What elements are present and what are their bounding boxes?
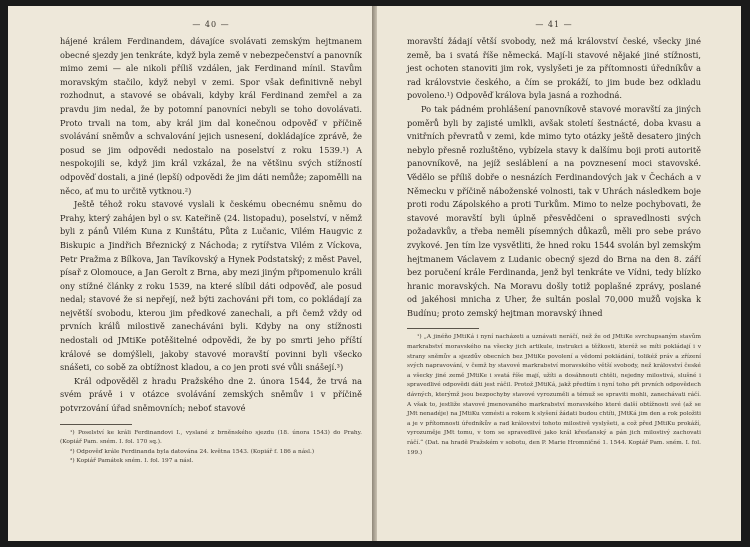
left-footnotes [60, 429, 362, 467]
right-paragraph-2: Po tak pádném prohlášení panovníkově stavové moravští za jiných poměrů byli by zajisté umlkli, avšak století šestnácté, doba kvasu a vnitřních převratů v zemi, kde mimo tyto otázky ještě desatero jiných nebylo přesně rozluštěno, vybízela stavy k dalšímu boji proti autoritě panovníkově, na jejíž sesláblení a na povznesení moci stavovské. Vědělo se příliš dobře o nesnázích Ferdinandových jak v Čechách a v Německu v příčině náboženské volnosti, tak v Uhrách následkem boje proti rodu Zápolského a proti Turkům. Mimo to nelze pochybovati, že stavové moravští byli úplně přesvědčeni o spravedlnosti svých požadavkův, a třeba neměli písemných důkazů, měli pro sebe právo zvykové. Jen tím lze vysvětliti, že hned roku 1544 svolán byl zemským hejtmanem Václavem z Ludanic obecný sjezd do Brna na den 8. září bez poručení krále Ferdinanda, jenž byl tenkráte ve Vídni, tedy blízko hranic moravských. Na Moravu došly totiž poplašné zprávy, poslané od jakéhosi mnicha z Uher, že sultán poslal 70,000 mužů vojska k Budínu; proto zemský hejtman moravský ihned [407, 103, 701, 318]
right-body-text [407, 35, 701, 320]
right-page [377, 6, 741, 541]
footnote-rule-left [60, 424, 132, 425]
right-footnote-1: ¹) „A jinéño JMtiKá i nyní nacházeti a uznávati neráčí, než že od JMtiKe svrchupsaným stavům markrabství moravského na všecky jich artikule, instrukci a těžkosti, kteréž se míti pokládají i v strany sněmův a sjezdův obecních bez JMtiKe povolení a vědomí pokládání, tolikéž práv a zřízení svých napravování, v čemž by stavové markrabství moravského větší svobody, než království české a všecky jiné země JMtiKe i svatá říše mají, užíti a dosáhnouti chtěli, nejedny milostivá, slušné i spravedlivé odpovědi dáti jest ráčil. Protož JMtiKá, jakž předtím i nyní toho při prvních odpovědech dávných, kterýmž jsou bezpochyby stavové vyrozuměli a témuž se spraviti mohli, zanechávati ráčí. A však to, jestliže stavové jmenovaného markrabství moravského které další obtížnosti své (až se JMt nenadéje) na JMtiKu vzmésti a rokem k slyšení žádati budou chtíti, JMtKá jim den a rok položiti a je v přítomnosti úředníkův a rad království tohoto milostivě vyslyšeti, a což před JMtiKu prokáží, vyrozuměje JMt tomu, v tom se spravedlivé jako král křesťanský a pán jich milostivý zachovati ráčí.“ (Dat. na hradě Pražském v sobotu, den P. Marie Hromničné 1. 1544. Kopiář Pam. sném. I. fol. 199.) [407, 334, 701, 456]
left-body-text [60, 35, 362, 416]
left-page [8, 6, 372, 541]
page-number-left: — 40 — [192, 20, 230, 29]
left-paragraph-1: hájené králem Ferdinandem, dávajíce svolávati zemským hejtmanem obecné sjezdy jen tenkráte, když byla země v nebezpečenství a panovník mimo zemi — ale nikoli příliš vzdálen, jak Ferdinand mínil. Stavům moravským stačilo, když nebyl v zemi. Spor však definitivně nebyl rozhodnut, a stavové se obávali, kdyby král Ferdinand zemřel a za pravdu jim nedal, že by potomní panovníci nebyli se toho dovolávati. Proto trvali na tom, aby král jim dal konečnou odpověď v příčině svolávání sněmův a schvalování jejich usnesení, dokládajíce zprávě, že posud se jim odpovědi nedostalo na poselství z roku 1539.¹) A nespokojili se, když jim král vzkázal, že na většinu svých stížností odpověď dostali, a jiné (lepší) odpovědi že jim dáti nemůže; zapomělli na něco, ať mu to určitě vytknou.²) [60, 36, 362, 196]
page-number-right: — 41 — [535, 20, 573, 29]
left-paragraph-3: Král odpověděl z hradu Pražského dne 2. února 1544, že trvá na svém právě i v otázce svolávání zemských sněmův i v příčině potvrzování úřad sněmovních; neboť stavové [60, 375, 362, 414]
left-footnote-2: ²) Odpověď krále Ferdinanda byla datována 24. května 1543. (Kopiář f. 186 a násl.) [70, 448, 315, 455]
left-footnote-3: ³) Kopiář Památek sném. I. fol. 197 a násl. [70, 458, 194, 465]
left-footnote-1: ¹) Poselství ke králi Ferdinandovi I., vyslané z brněnského sjezdu (18. února 1543) do Prahy. (Kopiář Pam. sném. I. fol. 170 sq.). [60, 429, 362, 446]
footnote-rule-right [407, 328, 479, 329]
right-paragraph-1: moravští žádají větší svobody, než má království české, všecky jiné země, ba i svatá říše německá. Mají-li stavové nějaké jiné stížnosti, jest ochoten stanoviti jim rok, vyslyšeti je za přítomnosti úředníkův a rad královstvie českého, a čím se prokáží, to jim bude bez odkladu povoleno.¹) Odpověď králova byla jasná a rozhodná. [407, 36, 701, 101]
left-paragraph-2: Ještě téhož roku stavové vyslali k českému obecnému sněmu do Prahy, který zahájen byl o sv. Kateřině (24. listopadu), poselství, v němž byli z pánů Vilém Kuna z Kunštátu, Půta z Lučanic, Vilém Haugvic z Biskupic a Jindřich Březnický z Náchoda; z rytířstva Vilém z Víckova, Petr Pražma z Bílkova, Jan Tavíkovský a Hynek Podstatský; z měst Pavel, písař z Olomouce, a Jan Gerolt z Brna, aby mezi jiným připomenulo králi ony stížné články z roku 1539, na které slíbil dáti odpověď, ale posud nedal; stavové že si nepřejí, než býti zachováni při tom, co pokládají za největší svobodu, kterou jim předkové zanechali, a při čemž vždy od prvních králů milostivě zanecháváni byli. Kdyby na ony stížnosti nedostali od JMtiKe potěšitelné odpovědi, že by po smrti jeho příští králové se domýšleli, jakoby stavové moravští povinni byli všecko snášeti, co sobě za obtížnost kladou, a co jen proti své vůli snášejí.³) [60, 199, 362, 373]
right-footnotes [407, 333, 701, 458]
